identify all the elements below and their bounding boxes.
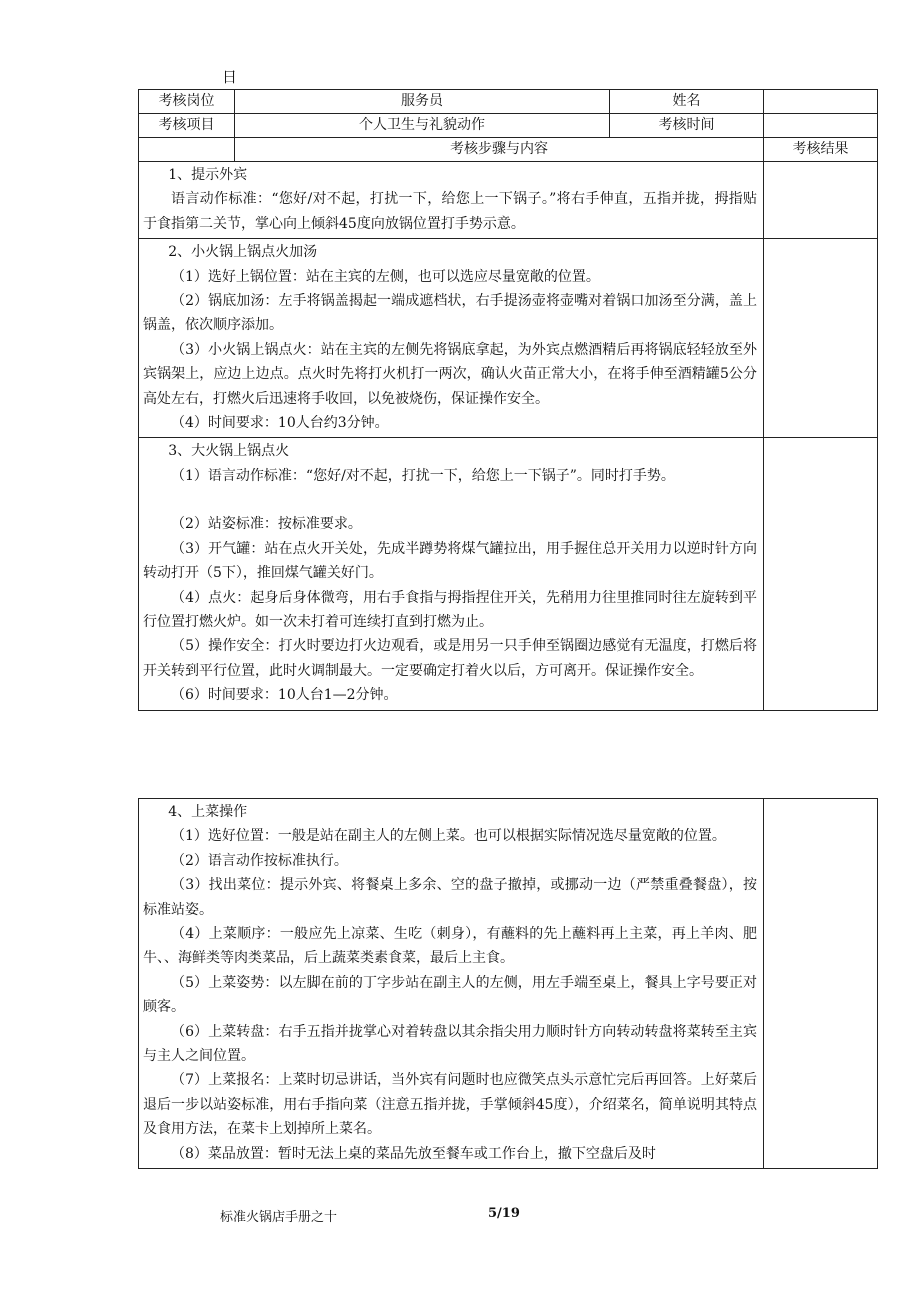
section-3-line-2: （2）站姿标准：按标准要求。 [171, 516, 362, 533]
footer-page-number: 5/19 [488, 1206, 520, 1221]
section-3-line-5: （5）操作安全：打火时要边打火边观看，或是用另一只手伸至锅圈边感觉有无温度，打燃后将开关转到平行位置，此时火调制最大。一定要确定打着火以后，方可离开。保证操作安全。 [143, 638, 757, 679]
section-3-line-1: （1）语言动作标准：“您好/对不起，打扰一下，给您上一下锅子”。同时打手势。 [171, 467, 675, 484]
section-row-2 [139, 239, 878, 438]
value-post: 服务员 [235, 90, 610, 114]
section-3-line-4: （4）点火：起身后身体微弯，用右手食指与拇指捏住开关，先稍用力往里推同时往左旋转到平行位置打燃火炉。如一次未打着可连续打直到打燃为止。 [143, 589, 757, 630]
label-name: 姓名 [610, 90, 764, 114]
label-item: 考核项目 [139, 114, 235, 138]
header-row-item [139, 114, 878, 138]
section-4-line-6: （6）上菜转盘：右手五指并拢掌心对着转盘以其余指尖用力顺时针方向转动转盘将菜转至主宾与主人之间位置。 [143, 1023, 757, 1065]
label-post: 考核岗位 [139, 90, 235, 114]
section-2-line-4: （4）时间要求：10人台约3分钟。 [171, 415, 389, 432]
label-result: 考核结果 [764, 138, 878, 162]
header-fragment: 日 [222, 68, 238, 86]
assessment-table-2 [138, 798, 878, 1169]
section-4-title: 4、上菜操作 [168, 804, 248, 820]
header-row-steps [139, 138, 878, 162]
section-4-result [764, 799, 878, 1169]
section-2-content [139, 239, 764, 438]
section-3-line-3: （3）开气罐：站在点火开关处，先成半蹲势将煤气罐拉出，用手握住总开关用力以逆时针方向转动打开（5下），推回煤气罐关好门。 [143, 540, 757, 582]
section-row-1 [139, 162, 878, 239]
section-3-line-6: （6）时间要求：10人台1—2分钟。 [171, 687, 398, 704]
label-steps: 考核步骤与内容 [235, 138, 764, 162]
section-4-line-4: （4）上菜顺序：一般应先上凉菜、生吃（刺身），有蘸料的先上蘸料再上主菜，再上羊肉、肥牛、、海鲜类等肉类菜品，后上蔬菜类素食菜，最后上主食。 [143, 926, 757, 967]
assessment-table-1 [138, 89, 878, 711]
section-1-result [764, 162, 878, 239]
value-item: 个人卫生与礼貌动作 [235, 114, 610, 138]
section-4-line-3: （3）找出菜位：提示外宾、将餐桌上多余、空的盘子撤掉，或挪动一边（严禁重叠餐盘），按标准站姿。 [143, 877, 757, 918]
section-2-line-1: （1）选好上锅位置：站在主宾的左侧，也可以选应尽量宽敞的位置。 [171, 268, 600, 285]
section-1-line-1: 语言动作标准：“您好/对不起，打扰一下，给您上一下锅子。”将右手伸直，五指并拢，拇指贴于食指第二关节，掌心向上倾斜45度向放锅位置打手势示意。 [143, 191, 757, 232]
section-4-content [139, 799, 764, 1169]
section-row-3 [139, 438, 878, 710]
section-4-line-1: （1）选好位置：一般是站在副主人的左侧上菜。也可以根据实际情况选尽量宽敞的位置。 [171, 828, 726, 845]
header-row-post [139, 90, 878, 114]
footer-manual-title: 标准火锅店手册之十 [220, 1210, 338, 1225]
value-name [764, 90, 878, 114]
section-4-line-2: （2）语言动作按标准执行。 [171, 852, 348, 869]
section-3-spacer [143, 488, 757, 512]
section-3-result [764, 438, 878, 710]
section-4-line-7: （7）上菜报名：上菜时切忌讲话，当外宾有问题时也应微笑点头示意忙完后再回答。上好菜后退后一步以站姿标准，用右手指向菜（注意五指并拢，手掌倾斜45度），介绍菜名，简单说明其特点及食用方法，在菜卡上划掉所上菜名。 [143, 1072, 757, 1138]
section-2-result [764, 239, 878, 438]
label-time: 考核时间 [610, 114, 764, 138]
section-4-line-8: （8）菜品放置：暂时无法上桌的菜品先放至餐车或工作台上，撤下空盘后及时 [171, 1145, 656, 1162]
value-time [764, 114, 878, 138]
section-2-line-2: （2）锅底加汤：左手将锅盖揭起一端成遮档状，右手提汤壶将壶嘴对着锅口加汤至分满，盖上锅盖，依次顺序添加。 [143, 293, 757, 334]
section-1-title: 1、提示外宾 [168, 167, 248, 183]
section-2-title: 2、小火锅上锅点火加汤 [168, 244, 318, 261]
blank-cell [139, 138, 235, 162]
section-row-4 [139, 799, 878, 1169]
section-3-content [139, 438, 764, 710]
section-2-line-3: （3）小火锅上锅点火：站在主宾的左侧先将锅底拿起，为外宾点燃酒精后再将锅底轻轻放至外宾锅架上，应边上边点。点火时先将打火机打一两次，确认火苗正常大小，在将手伸至酒精罐5公分高处左右，打燃火后迅速将手收回，以免被烧伤，保证操作安全。 [143, 341, 757, 407]
section-3-title: 3、大火锅上锅点火 [168, 443, 290, 460]
section-1-content [139, 162, 764, 239]
section-4-line-5: （5）上菜姿势：以左脚在前的丁字步站在副主人的左侧，用左手端至桌上，餐具上字号要正对顾客。 [143, 974, 757, 1016]
